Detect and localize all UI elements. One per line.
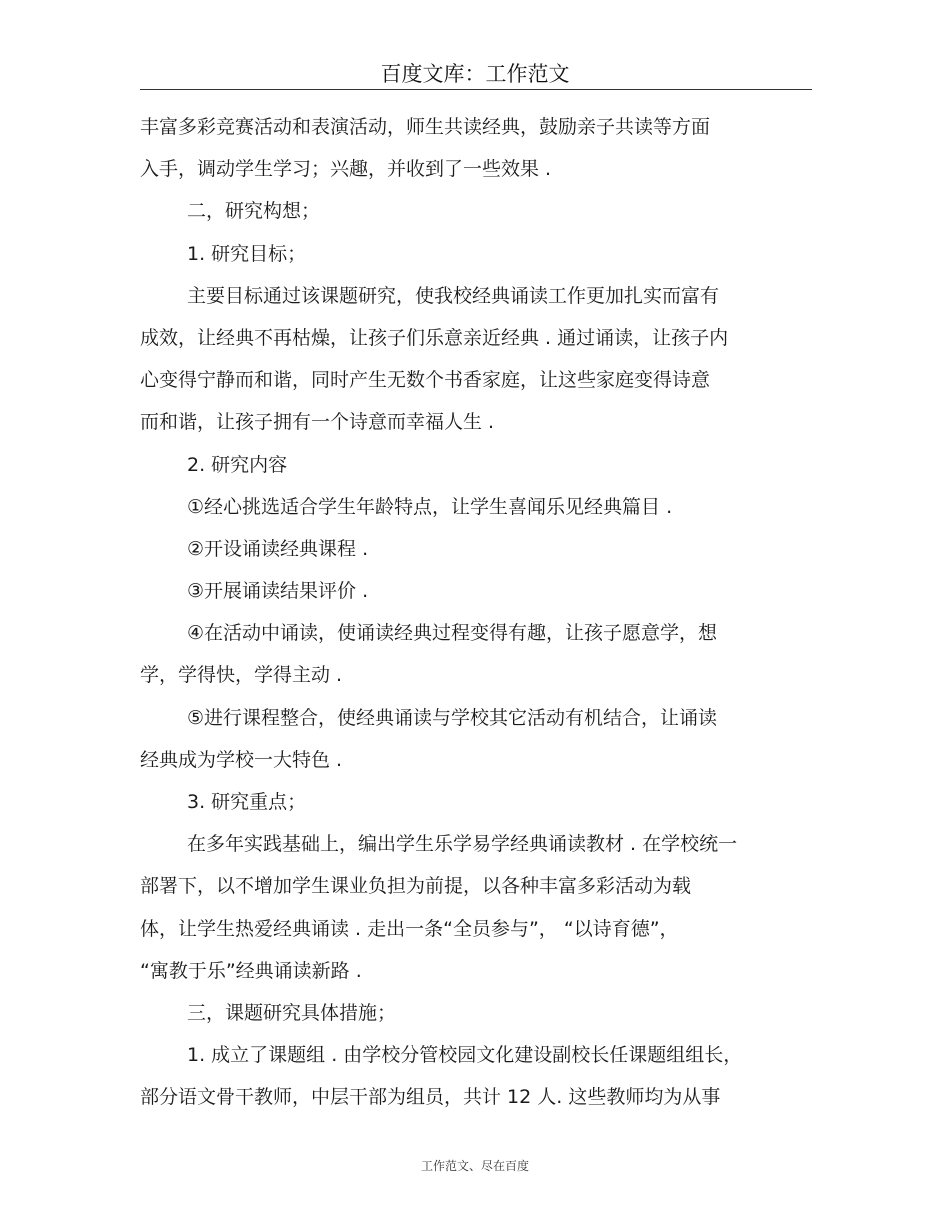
subheading-research-focus: 3. 研究重点；	[187, 791, 307, 813]
text-line-8: 而和谐，让孩子拥有一个诗意而幸福人生 .	[140, 411, 495, 434]
text-line-7: 心变得宁静而和谐，同时产生无数个书香家庭，让这些家庭变得诗意	[140, 369, 711, 392]
text-line-6: 成效，让经典不再枯燥，让孩子们乐意亲近经典 . 通过诵读，让孩子内	[140, 326, 729, 349]
header-divider	[140, 89, 812, 90]
list-item-4: ④在活动中诵读，使诵读经典过程变得有趣，让孩子愿意学，想	[187, 622, 718, 645]
text-line-2: 入手，调动学生学习；兴趣，并收到了一些效果 .	[140, 158, 552, 181]
text-line-19: 部署下，以不增加学生课业负担为前提，以各种丰富多彩活动为载	[140, 875, 692, 898]
text-line-1: 丰富多彩竞赛活动和表演活动，师生共读经典，鼓励亲子共读等方面	[140, 116, 711, 138]
subheading-research-goal: 1. 研究目标；	[187, 242, 307, 265]
list-item-1: ①经心挑选适合学生年龄特点，让学生喜闻乐见经典篇目 .	[187, 495, 673, 518]
page-header-title: 百度文库：工作范文	[380, 62, 570, 86]
section-heading-3: 三，课题研究具体措施；	[187, 1001, 397, 1024]
list-item-5-cont: 经典成为学校一大特色 .	[140, 748, 343, 771]
page-footer: 工作范文、尽在百度	[420, 1159, 529, 1173]
text-line-21: “寓教于乐”经典诵读新路 .	[140, 959, 362, 982]
list-item-5: ⑤进行课程整合，使经典诵读与学校其它活动有机结合，让诵读	[187, 706, 718, 729]
document-body	[140, 106, 820, 1119]
section-heading-2: 二，研究构想；	[187, 200, 321, 223]
text-line-5: 主要目标通过该课题研究，使我校经典诵读工作更加扎实而富有	[187, 284, 720, 307]
text-line-18: 在多年实践基础上，编出学生乐学易学经典诵读教材 . 在学校统一	[187, 833, 738, 856]
list-item-3: ③开展诵读结果评价 .	[187, 580, 369, 603]
text-line-24: 部分语文骨干教师，中层干部为组员，共计 12 人. 这些教师均为从事	[140, 1086, 721, 1109]
text-line-23: 1. 成立了课题组 . 由学校分管校园文化建设副校长任课题组组长，	[187, 1044, 743, 1067]
subheading-research-content: 2. 研究内容	[187, 453, 288, 476]
list-item-4-cont: 学，学得快，学得主动 .	[140, 664, 343, 687]
list-item-2: ②开设诵读经典课程 .	[187, 537, 369, 560]
text-line-20: 体，让学生热爱经典诵读 . 走出一条“全员参与”， “以诗育德”，	[140, 917, 679, 940]
